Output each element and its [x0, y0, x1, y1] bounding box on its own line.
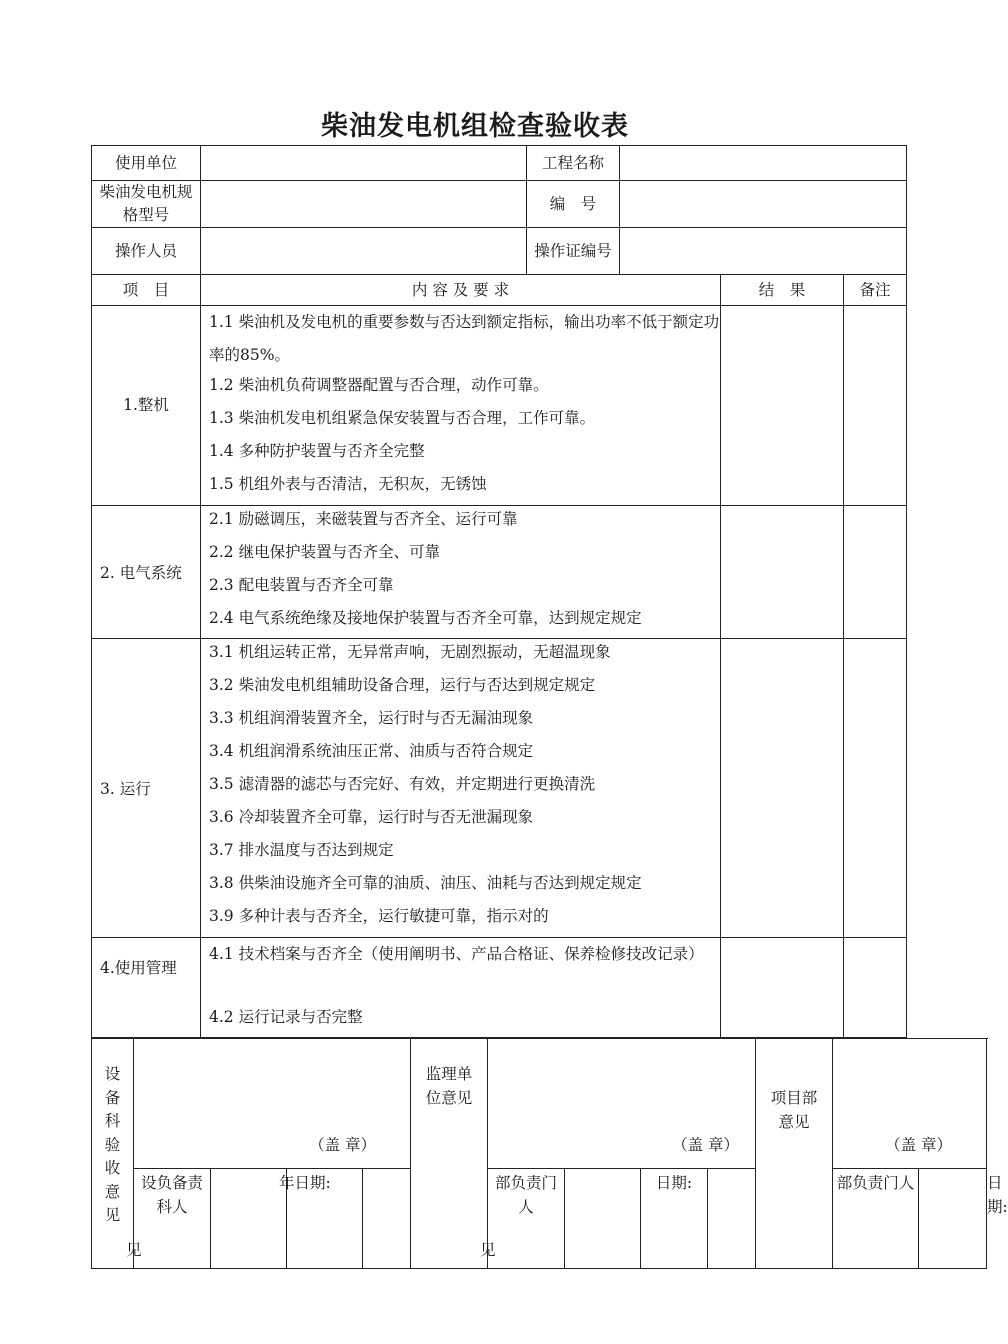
supervision-stamp: （盖 章） [488, 1039, 756, 1169]
remark-cell[interactable] [844, 506, 907, 639]
list-item: 3.1 机组运转正常，无异常声响，无剧烈振动，无超温现象 [209, 643, 611, 661]
list-item: 3.4 机组润滑系统油压正常、油质与否符合规定 [209, 742, 534, 760]
list-item: 2.3 配电装置与否齐全可靠 [209, 576, 394, 594]
list-item: 3.3 机组润滑装置齐全，运行时与否无漏油现象 [209, 709, 534, 727]
section-name: 4.使用管理 [92, 938, 201, 1038]
equip-stamp: （盖 章） [134, 1039, 411, 1169]
equip-sign[interactable] [211, 1169, 287, 1269]
supervision-date-value[interactable] [708, 1169, 756, 1269]
supervision-sign[interactable] [565, 1169, 641, 1269]
project-dept-label [756, 1039, 833, 1269]
section-row [92, 639, 907, 938]
section-name: 3. 运行 [92, 639, 201, 938]
list-item: 3.8 供柴油设施齐全可靠的油质、油压、油耗与否达到规定规定 [209, 874, 642, 892]
supervision-label [411, 1039, 488, 1269]
list-item: 2.4 电气系统绝缘及接地保护装置与否齐全可靠，达到规定规定 [209, 609, 642, 627]
remark-cell[interactable] [844, 938, 907, 1038]
supervision-text: 监理单位意见 [425, 1065, 473, 1107]
list-item: 2.1 励磁调压，来磁装置与否齐全、运行可靠 [209, 510, 518, 528]
project-dept-text: 项目部意见 [770, 1089, 818, 1131]
list-item: 1.4 多种防护装置与否齐全完整 [209, 442, 425, 460]
list-item: 3.6 冷却装置齐全可靠，运行时与否无泄漏现象 [209, 808, 534, 826]
equip-person-label [126, 1169, 211, 1269]
list-item: 2.2 继电保护装置与否齐全、可靠 [209, 543, 441, 561]
cert-no-label: 操作证编号 [527, 228, 620, 275]
section-items [201, 506, 721, 639]
result-cell[interactable] [721, 306, 844, 506]
model-label: 柴油发电机规格型号 [92, 181, 201, 228]
list-item: 1.3 柴油机发电机组紧急保安装置与否合理，工作可靠。 [209, 409, 596, 427]
project-name-value[interactable] [620, 146, 907, 181]
section-name: 2. 电气系统 [92, 506, 201, 639]
cert-no-value[interactable] [620, 228, 907, 275]
operator-value[interactable] [201, 228, 527, 275]
list-item: 3.5 滤清器的滤芯与否完好、有效，并定期进行更换清洗 [209, 775, 596, 793]
equip-date-text: 年日期: [279, 1174, 331, 1192]
list-item: 4.1 技术档案与否齐全（使用阐明书、产品合格证、保养检修技改记录） [209, 945, 704, 963]
section-items [201, 639, 721, 938]
equip-extra-text: 见 [126, 1241, 142, 1259]
section-row [92, 938, 907, 1038]
list-item: 3.7 排水温度与否达到规定 [209, 841, 394, 859]
equip-dept-label [92, 1039, 134, 1269]
use-unit-value[interactable] [201, 146, 527, 181]
section-row [92, 506, 907, 639]
col-content-header: 内 容 及 要 求 [201, 275, 721, 306]
supervision-date: 日期: [641, 1169, 708, 1269]
inspection-table [91, 145, 907, 1038]
list-item: 3.2 柴油发电机组辅助设备合理，运行与否达到规定规定 [209, 676, 596, 694]
project-sign[interactable] [919, 1169, 987, 1269]
equip-date [279, 1169, 363, 1269]
remark-cell[interactable] [844, 306, 907, 506]
list-item: 3.9 多种计表与否齐全，运行敏捷可靠，指示对的 [209, 907, 549, 925]
supervision-person-text: 部负责门人 [494, 1174, 557, 1216]
result-cell[interactable] [721, 938, 844, 1038]
section-items [201, 306, 721, 506]
supervision-person-label [480, 1169, 565, 1269]
result-cell[interactable] [721, 506, 844, 639]
section-row [92, 306, 907, 506]
col-remark-header: 备注 [844, 275, 907, 306]
equip-dept-text: 设备科验收意见 [104, 1065, 121, 1224]
use-unit-label: 使用单位 [92, 146, 201, 181]
list-item: 1.2 柴油机负荷调整器配置与否合理，动作可靠。 [209, 376, 549, 394]
list-item: 1.1 柴油机及发电机的重要参数与否达到额定指标，输出功率不低于额定功率的85%。 [209, 313, 720, 364]
col-item-header: 项 目 [92, 275, 201, 306]
project-stamp: （盖 章） [833, 1039, 987, 1169]
list-item: 4.2 运行记录与否完整 [209, 1008, 363, 1026]
operator-label: 操作人员 [92, 228, 201, 275]
equip-date-value[interactable] [363, 1169, 411, 1269]
number-label: 编 号 [527, 181, 620, 228]
result-cell[interactable] [721, 639, 844, 938]
col-result-header: 结 果 [721, 275, 844, 306]
page-title: 柴油发电机组检查验收表 [321, 111, 629, 142]
equip-person-text: 设负备责科人 [140, 1174, 203, 1216]
section-name: 1.整机 [92, 306, 201, 506]
model-value[interactable] [201, 181, 527, 228]
project-person-label: 部负责门人 [833, 1169, 919, 1269]
remark-cell[interactable] [844, 639, 907, 938]
supervision-extra-text: 见 [480, 1241, 496, 1259]
list-item: 1.5 机组外表与否清洁，无积灰，无锈蚀 [209, 475, 487, 493]
project-name-label: 工程名称 [527, 146, 620, 181]
number-value[interactable] [620, 181, 907, 228]
signoff-table: 设备科验收意见 （盖 章） 监理单位意见 （盖 章） 项目部意见 （盖 章） 设负备责科人 见 年日期: 部负责门人 见 日期: 部负责门人 日期: [91, 1038, 987, 1269]
section-items [201, 938, 721, 1038]
